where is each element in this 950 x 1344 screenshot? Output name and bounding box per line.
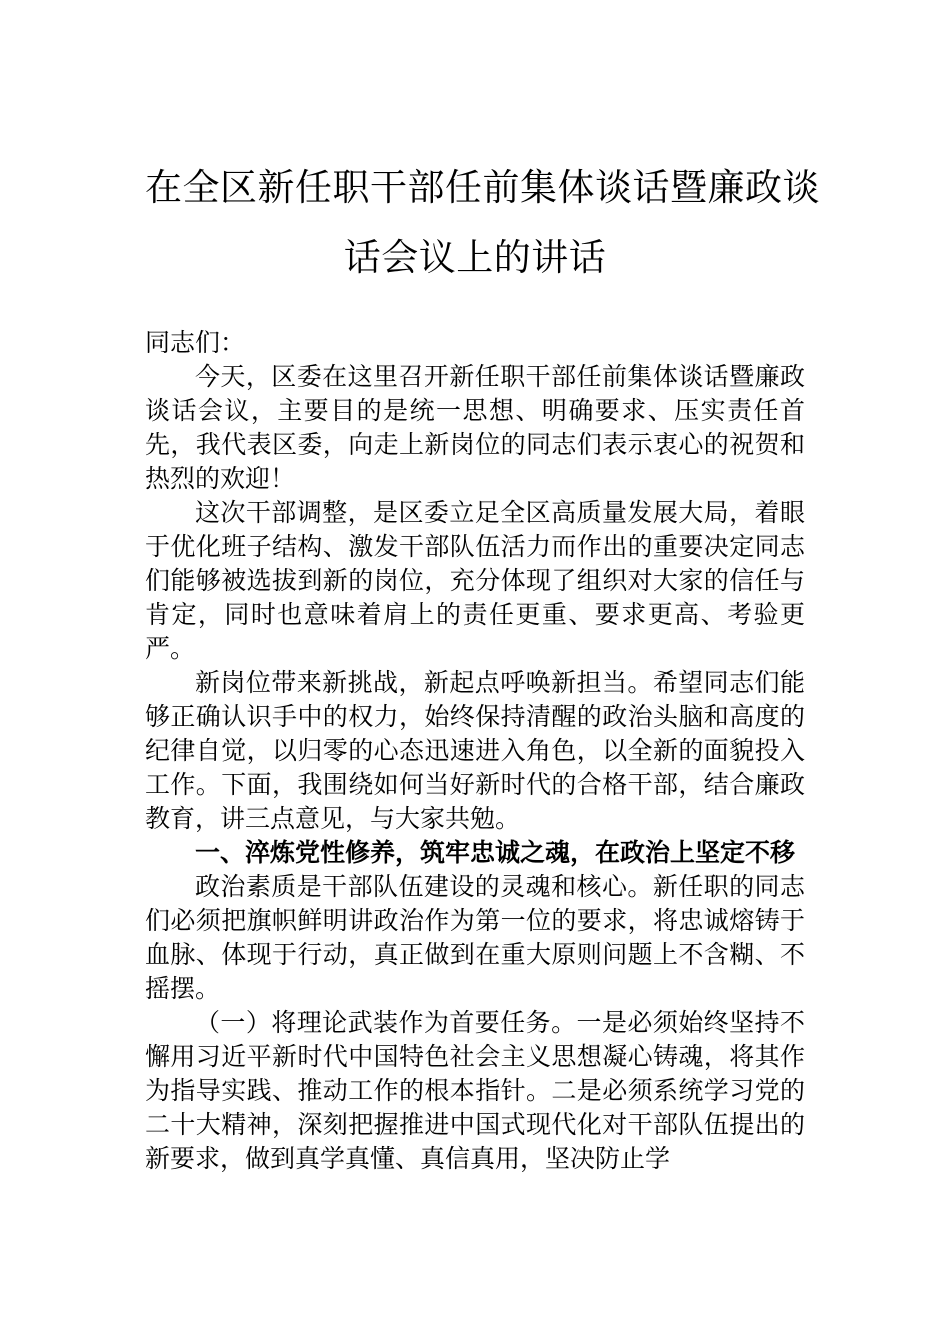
paragraph-new-post: 新岗位带来新挑战，新起点呼唤新担当。希望同志们能够正确认识手中的权力，始终保持清醒的政治头脑和高度的纪律自觉，以归零的心态迅速进入角色，以全新的面貌投入工作。下面，我围绕如何当好新时代的合格干部，结合廉政教育，讲三点意见，与大家共勉。 bbox=[145, 668, 805, 833]
document-title-line-1: 在全区新任职干部任前集体谈话暨廉政谈 bbox=[145, 166, 820, 209]
paragraph-subsection-1: （一）将理论武装作为首要任务。一是必须始终坚持不懈用习近平新时代中国特色社会主义思想凝心铸魂，将其作为指导实践、推动工作的根本指针。二是必须系统学习党的二十大精神，深刻把握推进中国式现代化对干部队伍提出的新要求，做到真学真懂、真信真用，坚决防止学 bbox=[145, 1008, 805, 1173]
paragraph-adjustment: 这次干部调整，是区委立足全区高质量发展大局，着眼于优化班子结构、激发干部队伍活力而作出的重要决定同志们能够被选拔到新的岗位，充分体现了组织对大家的信任与肯定，同时也意味着肩上的责任更重、要求更高、考验更严。 bbox=[145, 498, 805, 663]
section-heading-1: 一、淬炼党性修养，筑牢忠诚之魂，在政治上坚定不移 bbox=[195, 838, 796, 867]
document-title-line-2: 话会议上的讲话 bbox=[343, 236, 607, 279]
paragraph-political-quality: 政治素质是干部队伍建设的灵魂和核心。新任职的同志们必须把旗帜鲜明讲政治作为第一位的要求，将忠诚熔铸于血脉、体现于行动，真正做到在重大原则问题上不含糊、不摇摆。 bbox=[145, 872, 805, 1003]
salutation: 同志们： bbox=[145, 328, 246, 357]
paragraph-opening: 今天，区委在这里召开新任职干部任前集体谈话暨廉政谈话会议，主要目的是统一思想、明确要求、压实责任首先，我代表区委，向走上新岗位的同志们表示衷心的祝贺和热烈的欢迎！ bbox=[145, 362, 805, 493]
document-body bbox=[145, 326, 805, 1176]
